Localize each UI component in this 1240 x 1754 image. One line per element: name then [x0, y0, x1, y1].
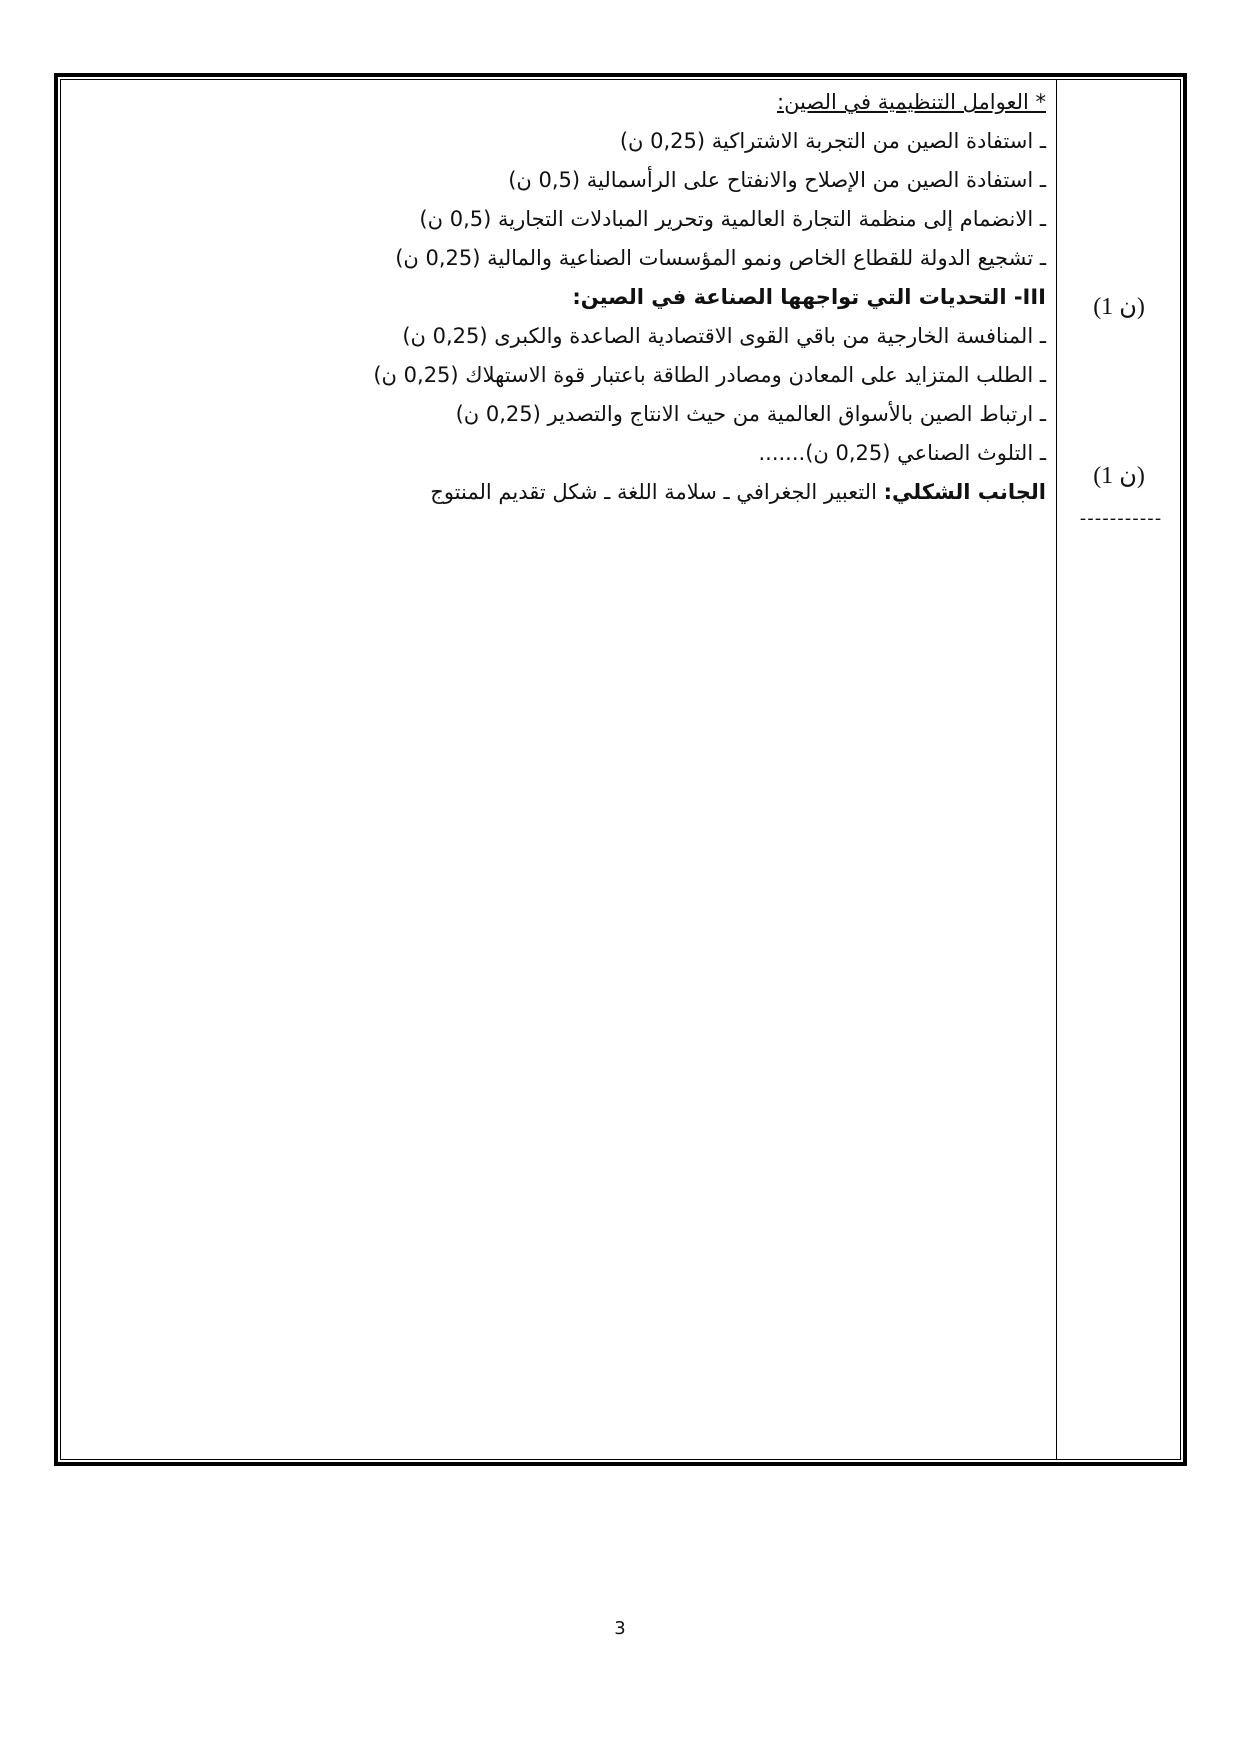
challenge-item-2: ـ الطلب المتزايد على المعادن ومصادر الطاقة باعتبار قوة الاستهلاك (0,25 ن)	[373, 363, 1046, 387]
factor-item-4: ـ تشجيع الدولة للقطاع الخاص ونمو المؤسسات الصناعية والمالية (0,25 ن)	[395, 246, 1046, 270]
formal-aspect-label: الجانب الشكلي:	[883, 480, 1046, 504]
page-number: 3	[614, 1618, 626, 1639]
challenge-item-1: ـ المنافسة الخارجية من باقي القوى الاقتصادية الصاعدة والكبرى (0,25 ن)	[402, 324, 1046, 348]
challenge-item-3: ـ ارتباط الصين بالأسواق العالمية من حيث الانتاج والتصدير (0,25 ن)	[455, 402, 1046, 426]
factor-item-1: ـ استفادة الصين من التجربة الاشتراكية (0,25 ن)	[619, 129, 1046, 153]
mark-formal: (1 ن)	[1093, 463, 1145, 489]
heading-challenges: III- التحديات التي تواجهها الصناعة في الصين:	[572, 285, 1046, 309]
factor-item-3: ـ الانضمام إلى منظمة التجارة العالمية وتحرير المبادلات التجارية (0,5 ن)	[419, 207, 1046, 231]
heading-organizational-factors: * العوامل التنظيمية في الصين:	[777, 90, 1046, 114]
factor-item-2: ـ استفادة الصين من الإصلاح والانفتاح على الرأسمالية (0,5 ن)	[508, 168, 1046, 192]
marks-divider: -----------	[1079, 508, 1163, 529]
formal-aspect-text: التعبير الجغرافي ـ سلامة اللغة ـ شكل تقديم المنتوج	[430, 480, 884, 504]
mark-challenges: (1 ن)	[1093, 294, 1145, 320]
formal-aspect-line	[286, 473, 1046, 512]
column-divider	[1056, 80, 1057, 1459]
challenge-item-4: ـ التلوث الصناعي (0,25 ن).......	[758, 441, 1046, 465]
answer-column	[286, 83, 1046, 512]
